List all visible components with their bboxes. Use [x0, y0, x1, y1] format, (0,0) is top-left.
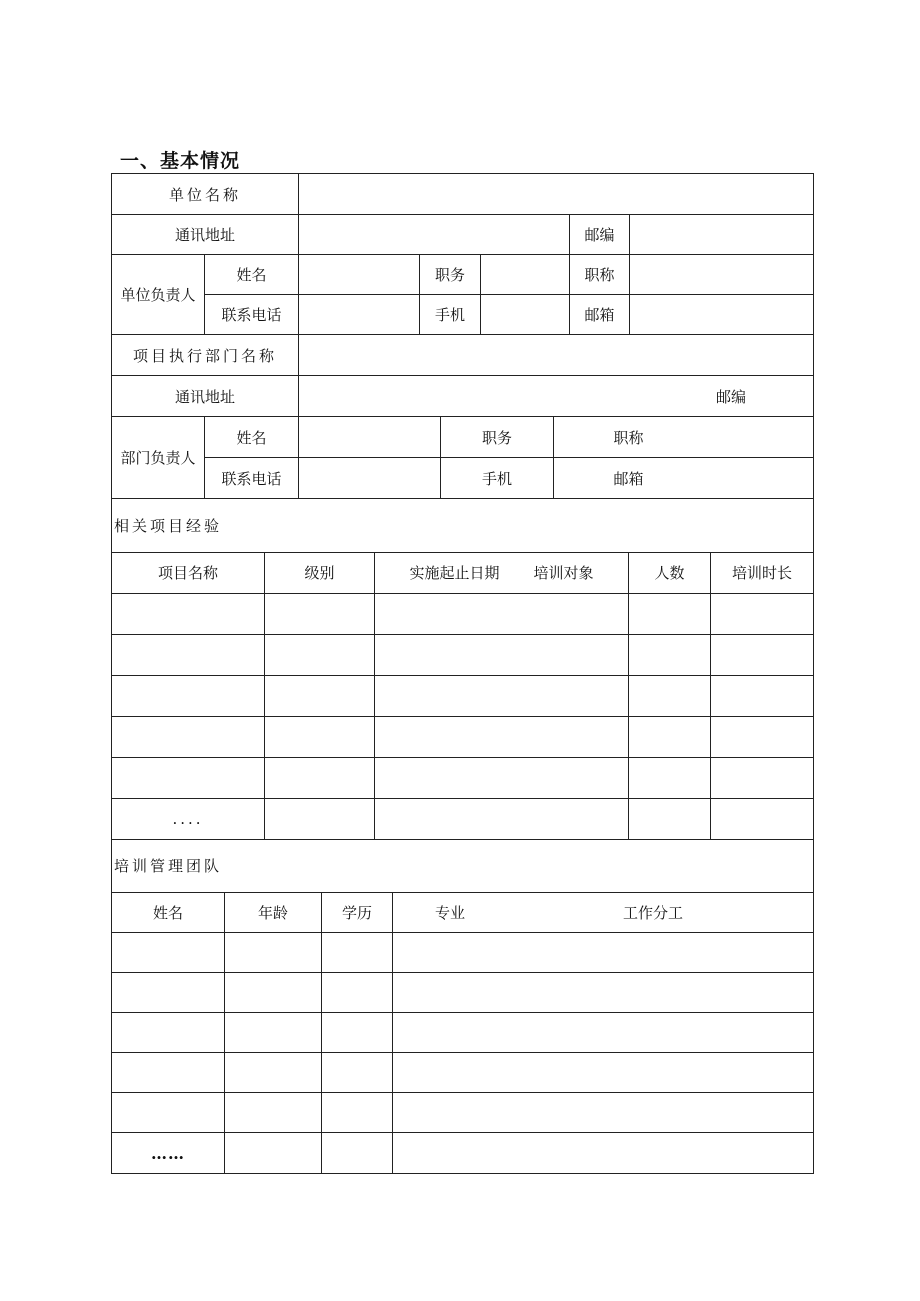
team-header-major: 专业 — [435, 904, 466, 922]
team-section-row — [112, 840, 814, 893]
dept-head-name-label: 姓名 — [205, 417, 299, 458]
unit-head-mobile-label: 手机 — [420, 295, 481, 335]
unit-address-label: 通讯地址 — [112, 215, 299, 255]
unit-head-title-field[interactable] — [630, 255, 814, 295]
dept-head-mobile-label: 手机 — [441, 458, 554, 499]
unit-head-position-label: 职务 — [420, 255, 481, 295]
exp-header-duration: 培训时长 — [711, 552, 814, 593]
unit-address-field[interactable] — [299, 215, 570, 255]
unit-head-name-label: 姓名 — [205, 255, 299, 295]
team-header-role: 工作分工 — [623, 904, 684, 922]
team-section-label: 培训管理团队 — [112, 840, 814, 893]
dept-head-phone-field[interactable] — [299, 458, 441, 499]
exp-header-level: 级别 — [265, 552, 375, 593]
team-table — [111, 840, 814, 1175]
unit-name-row — [112, 174, 814, 215]
team-header-name: 姓名 — [112, 893, 225, 933]
dept-name-label: 项目执行部门名称 — [112, 335, 299, 376]
dept-head-position-field[interactable] — [554, 417, 814, 458]
page-title: 一、基本情况 — [120, 150, 241, 172]
dept-postcode-label: 邮编 — [716, 387, 747, 406]
table-row — [112, 1013, 814, 1053]
dept-head-row-2 — [112, 458, 814, 499]
exp-ellipsis: .... — [112, 798, 265, 839]
unit-head-position-field[interactable] — [481, 255, 570, 295]
dept-address-field[interactable] — [299, 376, 814, 417]
dept-name-field[interactable] — [299, 335, 814, 376]
dept-head-row-1 — [112, 417, 814, 458]
exp-header-dates-target — [375, 552, 629, 593]
table-row — [112, 1133, 814, 1174]
unit-head-title-label: 职称 — [570, 255, 630, 295]
table-row — [112, 675, 814, 716]
exp-header-count: 人数 — [629, 552, 711, 593]
table-row — [112, 1093, 814, 1133]
experience-header-row — [112, 552, 814, 593]
unit-head-phone-field[interactable] — [299, 295, 420, 335]
dept-address-label: 通讯地址 — [112, 376, 299, 417]
dept-head-phone-label: 联系电话 — [205, 458, 299, 499]
team-header-education: 学历 — [322, 893, 393, 933]
unit-postcode-field[interactable] — [630, 215, 814, 255]
unit-name-label: 单位名称 — [112, 174, 299, 215]
unit-head-email-label: 邮箱 — [570, 295, 630, 335]
unit-head-name-field[interactable] — [299, 255, 420, 295]
team-header-major-role — [393, 893, 814, 933]
dept-head-email-label: 邮箱 — [613, 469, 644, 488]
dept-head-title-label: 职称 — [613, 428, 644, 447]
dept-head-label: 部门负责人 — [112, 417, 205, 499]
team-ellipsis: …… — [112, 1133, 225, 1174]
table-row — [112, 757, 814, 798]
exp-header-dates: 实施起止日期 — [409, 564, 500, 582]
table-row — [112, 798, 814, 839]
dept-head-name-field[interactable] — [299, 417, 441, 458]
table-row — [112, 634, 814, 675]
experience-section-label: 相关项目经验 — [112, 499, 814, 552]
unit-dept-table — [111, 173, 814, 499]
unit-head-mobile-field[interactable] — [481, 295, 570, 335]
team-header-age: 年龄 — [225, 893, 322, 933]
experience-table — [111, 499, 814, 840]
table-row — [112, 1053, 814, 1093]
exp-header-project: 项目名称 — [112, 552, 265, 593]
unit-name-field[interactable] — [299, 174, 814, 215]
unit-address-row — [112, 215, 814, 255]
unit-head-label: 单位负责人 — [112, 255, 205, 335]
dept-head-position-label: 职务 — [441, 417, 554, 458]
table-row — [112, 933, 814, 973]
basic-info-form — [111, 173, 813, 1174]
table-row — [112, 716, 814, 757]
table-row — [112, 973, 814, 1013]
exp-header-target: 培训对象 — [533, 564, 594, 582]
unit-postcode-label: 邮编 — [570, 215, 630, 255]
unit-head-phone-label: 联系电话 — [205, 295, 299, 335]
unit-head-row-2 — [112, 295, 814, 335]
experience-section-row — [112, 499, 814, 552]
unit-head-email-field[interactable] — [630, 295, 814, 335]
dept-address-row — [112, 376, 814, 417]
team-header-row — [112, 893, 814, 933]
dept-head-mobile-field[interactable] — [554, 458, 814, 499]
table-row — [112, 593, 814, 634]
unit-head-row-1 — [112, 255, 814, 295]
dept-name-row — [112, 335, 814, 376]
